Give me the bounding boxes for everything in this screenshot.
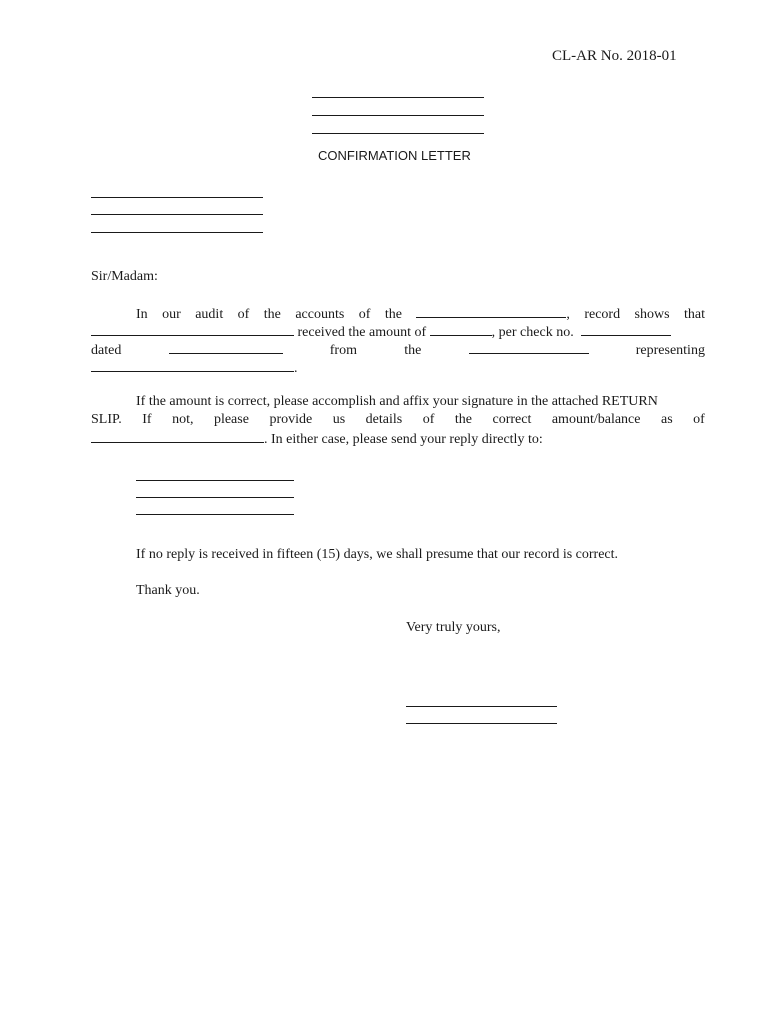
comma: , [566,307,570,322]
word: from [329,343,357,358]
para1-line1 [136,305,705,323]
signatory-name-line[interactable] [406,723,557,724]
word: of [358,307,371,322]
addressee-line-3[interactable] [312,133,484,134]
word: the [454,412,472,427]
word: If [142,412,152,427]
word: the [384,307,402,322]
para2-line2 [91,412,705,428]
word: correct [492,412,532,427]
entity-name-blank[interactable] [416,305,566,318]
signature-line[interactable] [406,706,557,707]
recipient-line-1[interactable] [91,197,263,198]
representing-blank[interactable] [91,359,294,372]
word: details [365,412,403,427]
word: record [584,307,621,322]
word: us [332,412,346,427]
source-blank[interactable] [469,341,589,354]
entity-blank-group [416,305,570,323]
word: not, [172,412,194,427]
para1-line3 [91,341,705,359]
per-check-text: , per check no. [491,325,574,340]
reference-number: CL-AR No. 2018-01 [552,48,677,64]
para2-line1: If the amount is correct, please accomplish and affix your signature in the attached RETURN [136,394,658,409]
reply-instruction: . In either case, please send your reply directly to: [264,432,543,447]
word: SLIP. [91,412,122,427]
document-title: CONFIRMATION LETTER [318,148,471,163]
recipient-line-2[interactable] [91,214,263,215]
closing: Very truly yours, [406,620,501,635]
word: accounts [295,307,345,322]
word: of [422,412,435,427]
para2-line3 [91,430,543,448]
para1-line4 [91,359,298,377]
as-of-date-blank[interactable] [91,430,264,443]
word: that [683,307,705,322]
word: shows [634,307,670,322]
recipient-line-3[interactable] [91,232,263,233]
word: audit [195,307,224,322]
word: please [213,412,249,427]
word: the [263,307,281,322]
word: our [162,307,181,322]
para3: If no reply is received in fifteen (15) days, we shall presume that our record is correct. [136,547,619,562]
salutation: Sir/Madam: [91,269,158,284]
payer-name-blank[interactable] [91,323,294,336]
word: of [237,307,250,322]
addressee-line-1[interactable] [312,97,484,98]
word: dated [91,343,122,358]
reply-to-line-1[interactable] [136,480,294,481]
amount-blank[interactable] [430,323,492,336]
reply-to-line-3[interactable] [136,514,294,515]
word: the [404,343,422,358]
check-number-blank[interactable] [581,323,671,336]
word: of [693,412,705,427]
word: as [660,412,673,427]
word: amount/balance [551,412,641,427]
period: . [294,361,298,376]
para1-line2 [91,323,671,341]
thank-you: Thank you. [136,583,200,598]
date-blank[interactable] [169,341,283,354]
reply-to-line-2[interactable] [136,497,294,498]
addressee-line-2[interactable] [312,115,484,116]
word: representing [635,343,705,358]
word: provide [269,412,313,427]
received-text: received the amount of [297,325,427,340]
word: In [136,307,148,322]
